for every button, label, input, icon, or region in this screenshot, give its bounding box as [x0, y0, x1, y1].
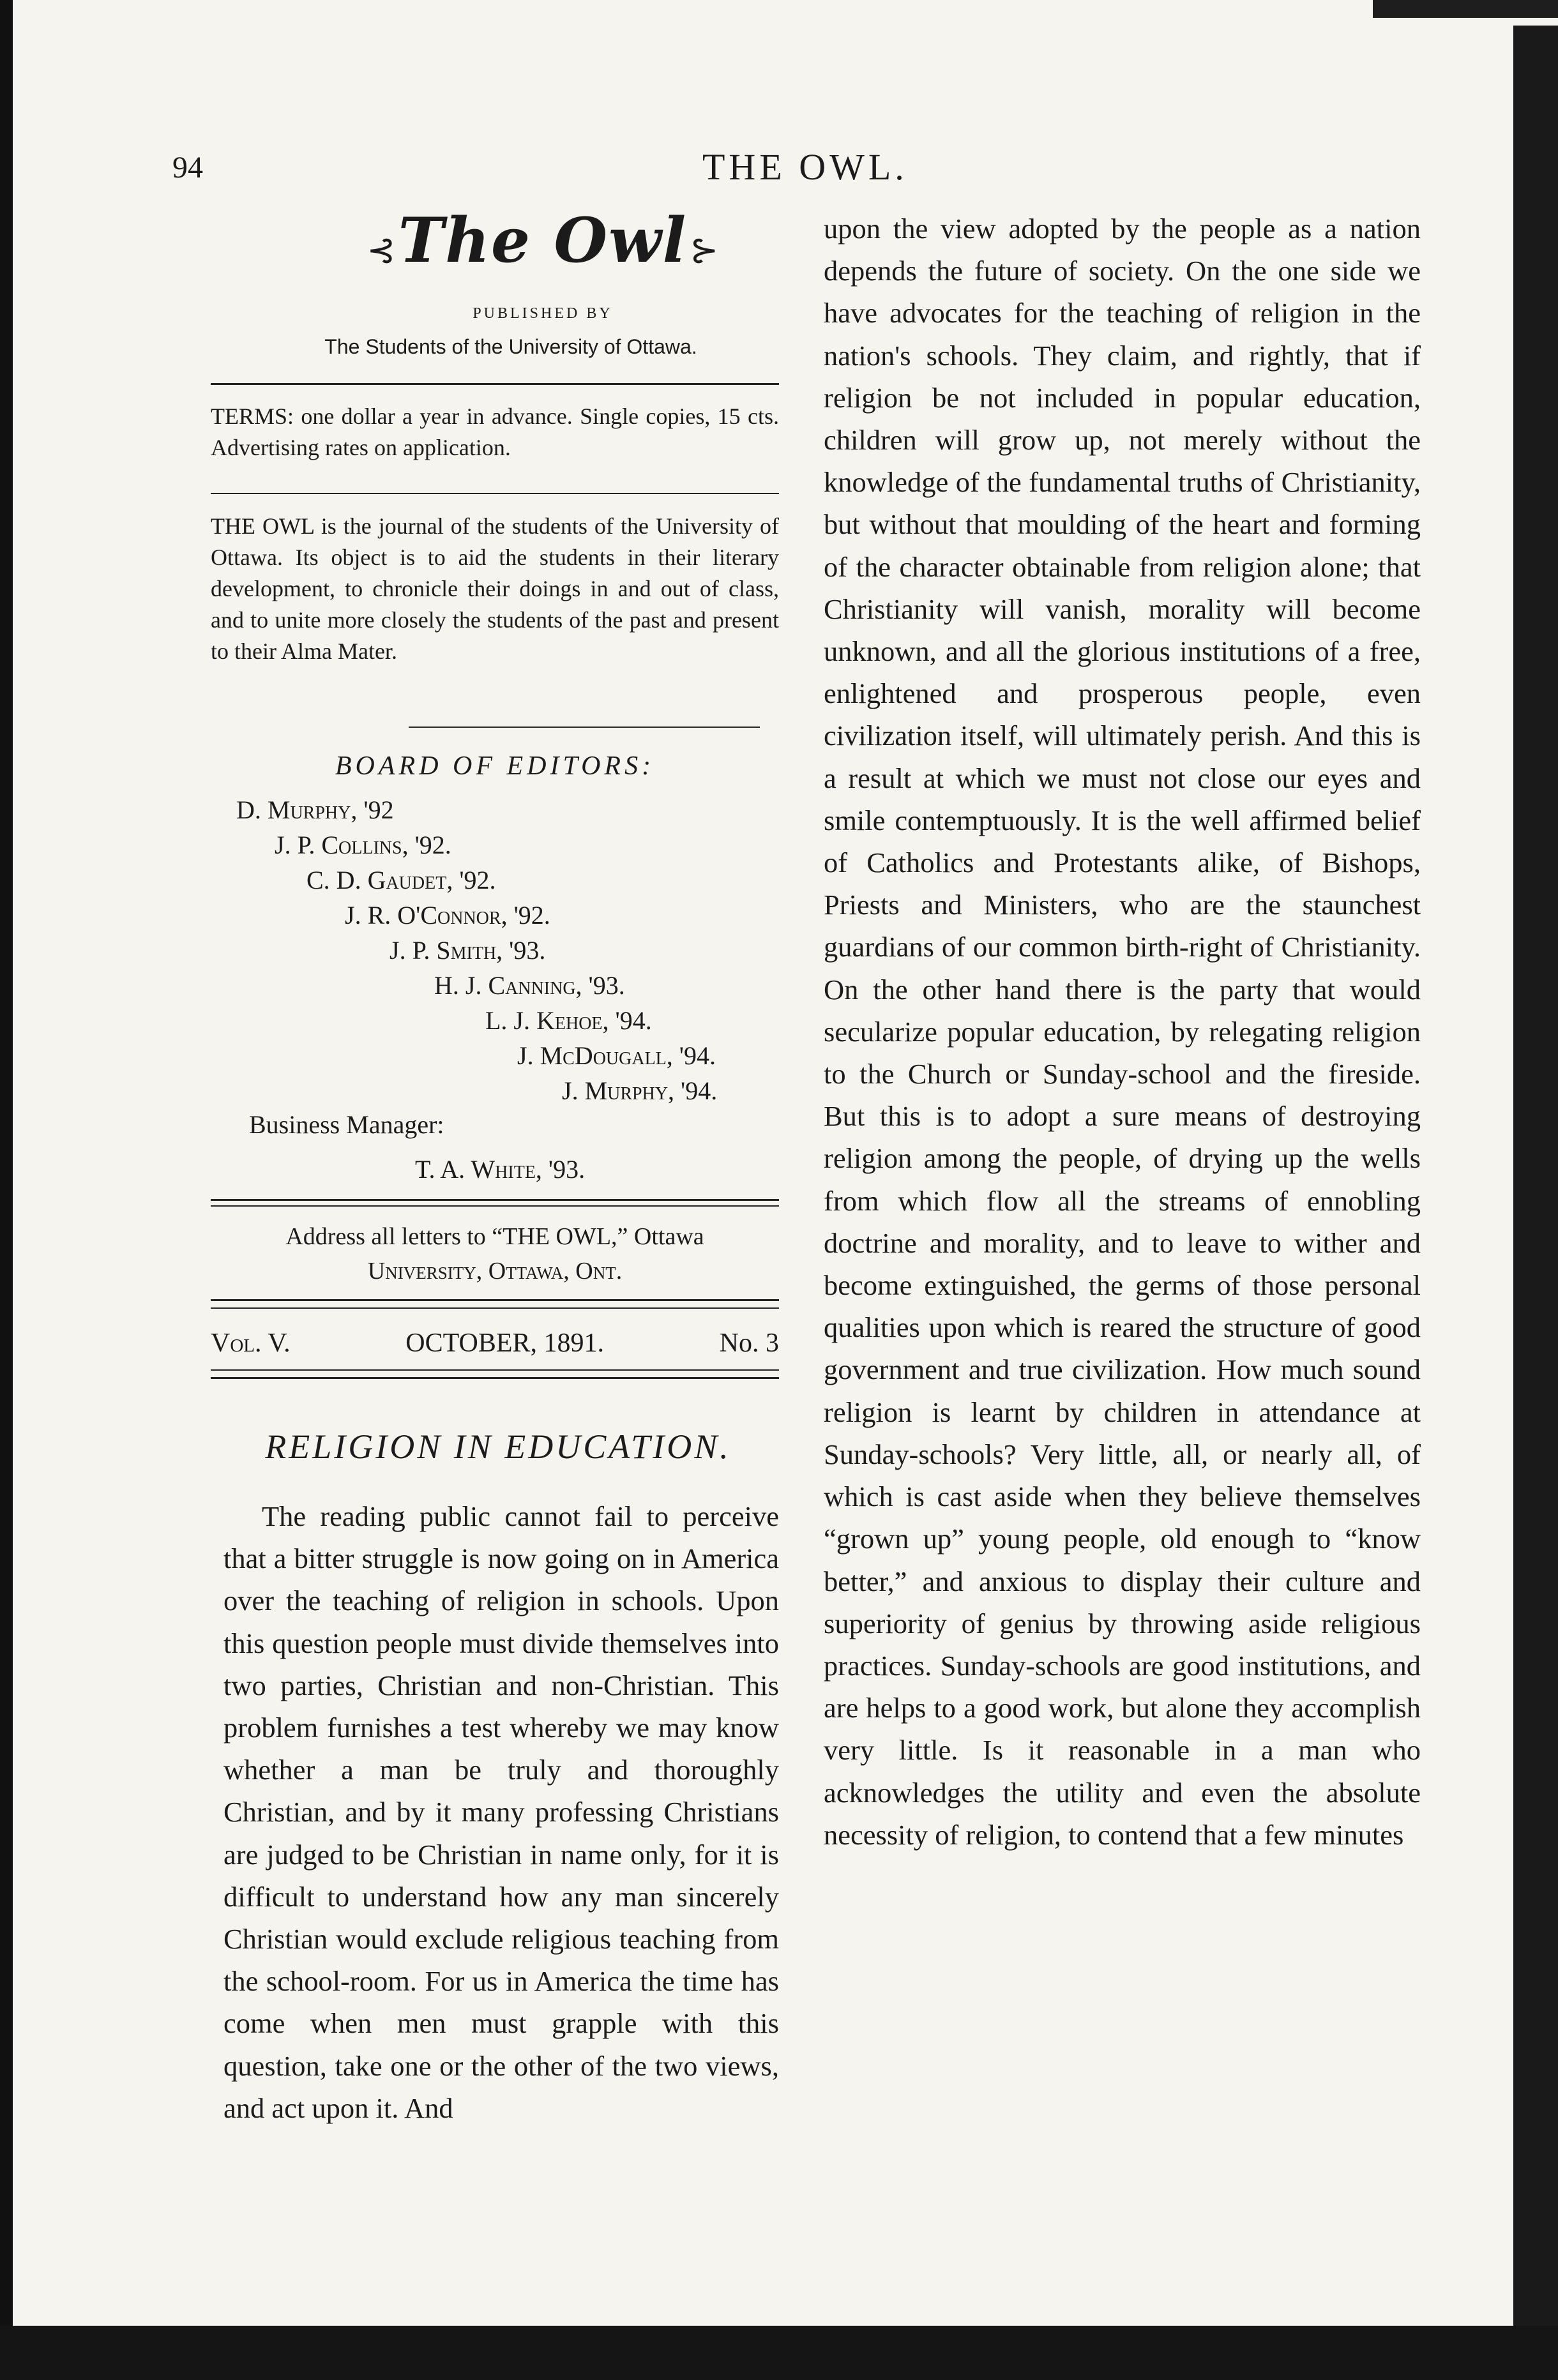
editor-name: D. Murphy, '92 [236, 795, 394, 824]
divider [211, 383, 779, 385]
business-manager-name: T. A. White, '93. [415, 1155, 586, 1184]
divider [211, 1307, 779, 1309]
editor-name: C. D. Gaudet, '92. [306, 866, 496, 894]
divider [211, 1205, 779, 1207]
divider [211, 1369, 779, 1371]
editor-name: L. J. Kehoe, '94. [485, 1006, 652, 1035]
article-right-column [824, 207, 1421, 1856]
scan-edge-top [1373, 0, 1558, 18]
scan-edge-right [1513, 26, 1558, 2362]
editor-name: J. P. Smith, '93. [390, 936, 546, 965]
scan-edge-bottom [0, 2326, 1558, 2380]
divider [211, 493, 779, 494]
running-title: THE OWL. [702, 146, 908, 188]
volume: Vol. V. [211, 1329, 291, 1358]
editor-name: H. J. Canning, '93. [434, 971, 625, 1000]
editor-name: J. McDougall, '94. [517, 1041, 716, 1070]
paragraph: The reading public cannot fail to perceive that a bitter struggle is now going on in America over the teaching of religion in schools. Upon this question people must divide themselves into two parties, Christian and non-Christian. This problem furnishes a test whereby we may know whether a man be truly and thoroughly Christian, and by it many professing Christians are judged to be Christian in name only, for it is difficult to understand how any man sincerely Christian would exclude religious teaching from the school-room. For us in America the time has come when men must grapple with this question, take one or the other of the two views, and act upon it. And [223, 1500, 779, 2124]
address-block [211, 1219, 779, 1288]
divider [211, 1299, 779, 1301]
editor-name: J. P. Collins, '92. [275, 831, 451, 859]
publisher: The Students of the University of Ottawa. [324, 335, 697, 358]
issue-number: No. 3 [719, 1329, 779, 1358]
divider [211, 1199, 779, 1201]
editor-name: J. Murphy, '94. [562, 1076, 718, 1105]
address-line: University, Ottawa, Ont. [367, 1258, 623, 1284]
ornament-left-icon: ⊰ [367, 231, 396, 269]
article-left-column [223, 1495, 779, 2129]
issue-line [211, 1328, 779, 1359]
masthead [255, 204, 830, 300]
terms: TERMS: one dollar a year in advance. Single copies, 15 cts. Advertising rates on application. [211, 403, 779, 460]
masthead-title: The Owl [398, 204, 688, 276]
issue-date: OCTOBER, 1891. [405, 1329, 605, 1358]
page-number: 94 [172, 151, 203, 185]
editor-name: J. R. O'Connor, '92. [345, 901, 550, 930]
ornament-right-icon: ⊱ [690, 231, 719, 269]
divider [409, 727, 760, 728]
published-by: PUBLISHED BY [473, 305, 613, 322]
business-manager-label: Business Manager: [249, 1110, 444, 1139]
board-title: BOARD OF EDITORS: [335, 751, 655, 781]
article-title: RELIGION IN EDUCATION. [265, 1427, 731, 1466]
about-paragraph: THE OWL is the journal of the students of the University of Ottawa. Its object is to aid the students in their literary development, to chronicle their doings in and out of class, and to unite more closely the students of the past and present to their Alma Mater. [211, 513, 779, 664]
address-line: Address all letters to “THE OWL,” Ottawa [285, 1223, 704, 1250]
paragraph: upon the view adopted by the people as a nation depends the future of society. On the one side we have advocates for the teaching of religion in the nation's schools. They claim, and rightly, that if religion be not included in popular education, children will grow up, not merely without the knowledge of the fundamental truths of Christianity, but without that moulding of the heart and forming of the character obtainable from religion alone; that Christianity will vanish, morality will become unknown, and all the glorious institutions of a free, enlightened and prosperous people, even civilization itself, will ultimately perish. And this is a result at which we must not close our eyes and smile contemptuously. It is the well affirmed belief of Catholics and Protestants alike, of Bishops, Priests and Ministers, who are the staunchest guardians of our common birth-right of Christianity. On the other hand there is the party that would secularize popular education, by relegating religion to the Church or Sunday-school and the fireside. But this is to adopt a sure means of destroying religion among the people, of drying up the wells from which flow all the streams of ennobling doctrine and morality, and to leave to wither and become extinguished, the germs of those personal qualities upon which is reared the structure of good government and true civilization. How much sound religion is learnt by children in attendance at Sunday-schools? Very little, all, or nearly all, of which is cast aside when they believe themselves “grown up” young people, old enough to “know better,” and anxious to display their culture and superiority of genius by throwing aside religious practices. Sunday-schools are good institutions, and are helps to a good work, but alone they accomplish very little. Is it reasonable in a man who acknowledges the utility and even the absolute necessity of religion, to contend that a few minutes [824, 213, 1421, 1851]
divider [211, 1377, 779, 1379]
scan-edge-left [0, 0, 13, 2380]
